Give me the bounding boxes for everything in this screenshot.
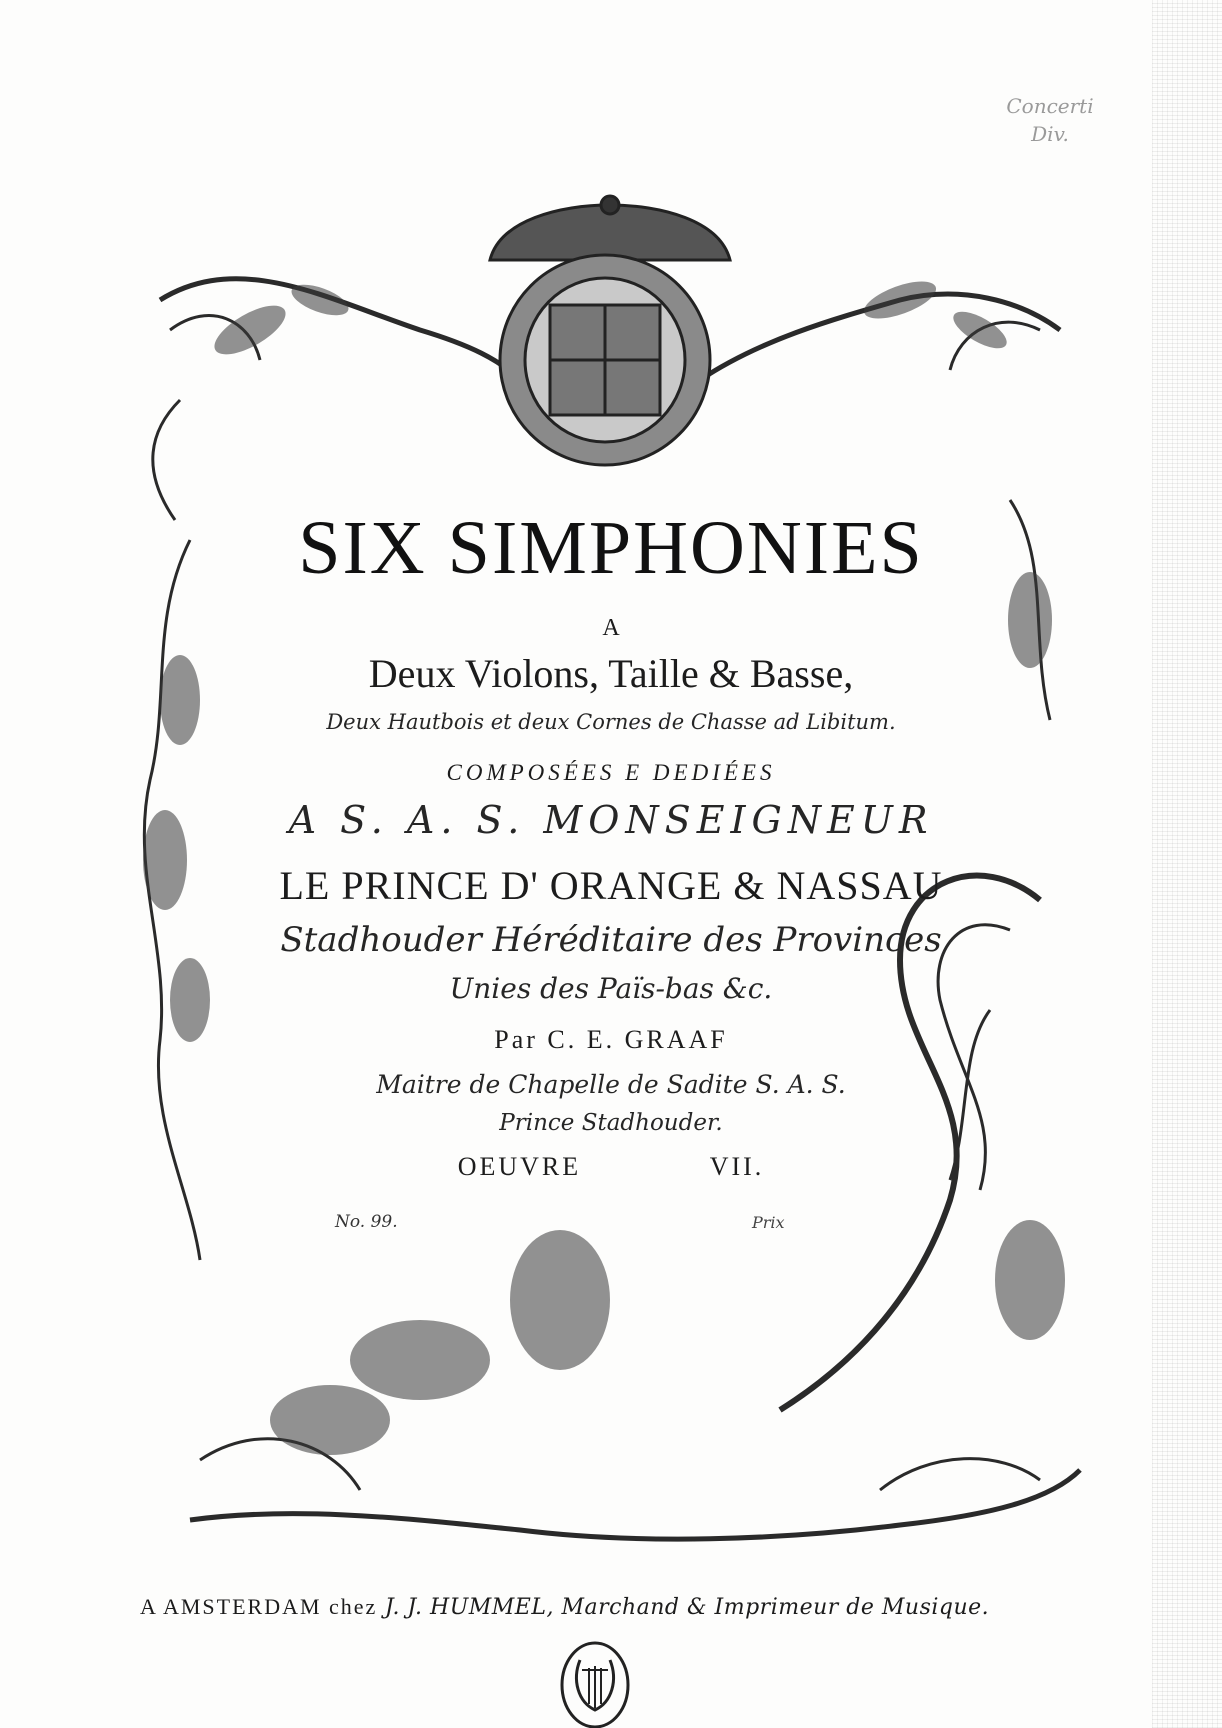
imprint-place: A AMSTERDAM chez: [140, 1594, 378, 1619]
optional-instruments-line: Deux Hautbois et deux Cornes de Chasse ad Libitum.: [326, 710, 896, 734]
handwritten-note-line-1: Concerti: [1006, 94, 1094, 118]
composer-line: Par C. E. GRAAF: [494, 1025, 728, 1054]
imprint: [140, 1594, 1140, 1620]
opus-label: OEUVRE: [457, 1152, 582, 1181]
bottom-base: [190, 1470, 1080, 1539]
page-title: SIX SIMPHONIES: [298, 506, 924, 590]
lyre-icon: [558, 1640, 632, 1728]
composees-line: COMPOSÉES E DEDIÉES: [446, 760, 776, 785]
stadhouder-line-2: Unies des Païs-bas &c.: [449, 972, 773, 1005]
dedication-line: A S. A. S. MONSEIGNEUR: [288, 798, 934, 842]
prince-name: LE PRINCE D' ORANGE & NASSAU: [279, 863, 943, 908]
top-left-scroll: [160, 279, 520, 380]
coat-of-arms: [490, 196, 730, 465]
opus-line: [0, 1152, 1222, 1182]
opus-number: VII.: [709, 1152, 765, 1181]
a-line: A: [602, 615, 620, 641]
handwritten-note-line-2: Div.: [1031, 122, 1069, 146]
composer-title-line: Maitre de Chapelle de Sadite S. A. S.: [376, 1070, 846, 1099]
plate-number: No. 99.: [335, 1212, 398, 1232]
composer-title-line-2: Prince Stadhouder.: [499, 1110, 723, 1136]
imprint-publisher: J. J. HUMMEL, Marchand & Imprimeur de Musique.: [384, 1595, 990, 1620]
instruments-line: Deux Violons, Taille & Basse,: [368, 651, 854, 696]
price-label: Prix: [752, 1213, 785, 1232]
handwritten-note: [985, 92, 1115, 148]
stadhouder-line-1: Stadhouder Héréditaire des Provinces: [280, 920, 942, 960]
